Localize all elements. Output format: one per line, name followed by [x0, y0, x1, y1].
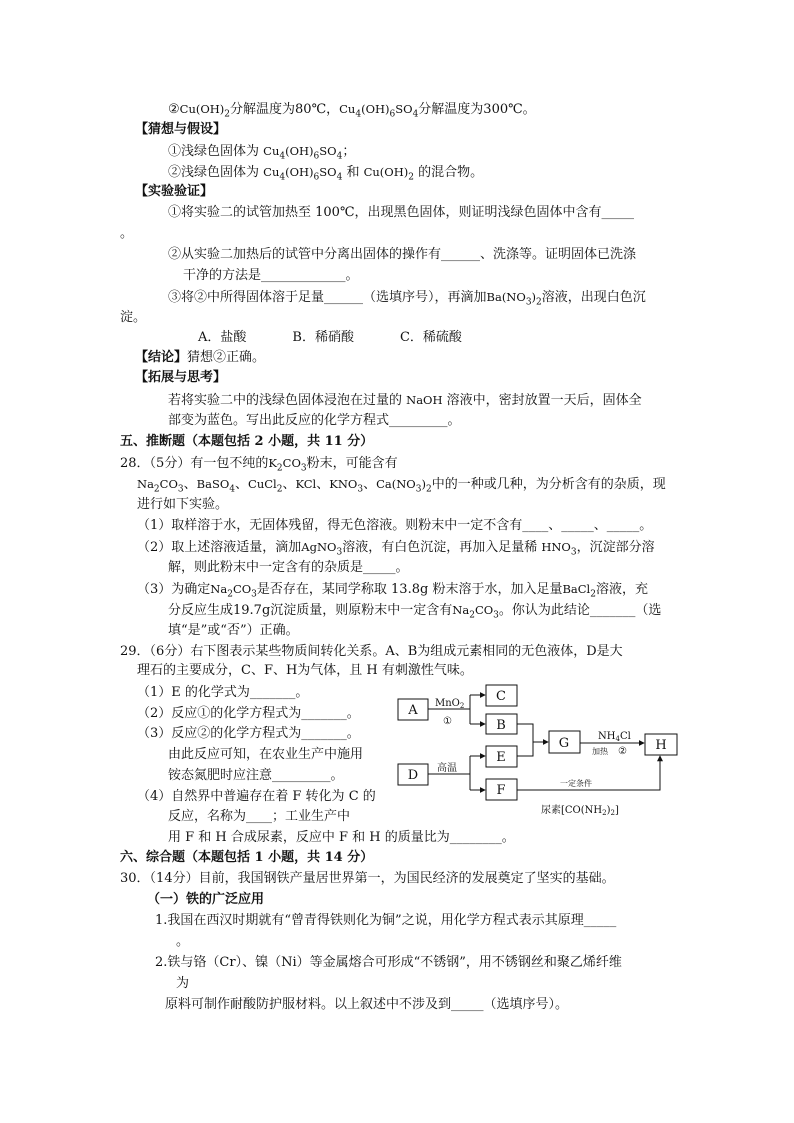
- text-run: 和: [342, 165, 364, 180]
- text-run: 由此反应可知，在农业生产中施用: [168, 747, 364, 762]
- formula-run: AgNO: [301, 540, 337, 554]
- subscript: 3: [300, 463, 307, 474]
- text-run: 分解温度为80℃，: [230, 102, 340, 117]
- condition-reaction-2: ②: [618, 746, 627, 757]
- question-29: [120, 643, 623, 661]
- text-run: 分解温度为300℃。: [418, 102, 536, 117]
- formula-run: Na: [210, 582, 228, 596]
- subscript: 2: [469, 610, 475, 621]
- text-run: 溶液，出现白色沉: [541, 290, 646, 305]
- question-29-cont: [137, 662, 473, 680]
- formula-run: CO: [282, 456, 301, 470]
- text-run: 溶液，充: [595, 582, 648, 597]
- subscript: 6: [313, 151, 320, 162]
- formula-run: Cu: [263, 165, 280, 179]
- question-30-subsection-1: [147, 891, 264, 909]
- question-28-part-3-cont: [168, 601, 661, 620]
- text-run: 原料可制作耐酸防护服材料。以上叙述中不涉及到_____（选填序号）。: [165, 997, 569, 1012]
- subscript: 4: [336, 151, 343, 162]
- formula-run: BaSO: [196, 477, 230, 491]
- subscript: 3: [415, 484, 422, 495]
- formula-run: Cu(OH): [179, 102, 225, 116]
- question-28-intro-end: [137, 496, 228, 514]
- formula-run: (OH): [361, 102, 390, 116]
- box-c-label: C: [496, 689, 506, 704]
- formula-run: CO: [159, 477, 178, 491]
- formula-run: SO: [319, 144, 337, 158]
- text-run: （3）反应②的化学方程式为_______。: [137, 726, 360, 741]
- subscript: 3: [336, 547, 343, 558]
- text-run: ③将②中所得固体溶于足量______（选填序号），再滴加: [168, 290, 487, 305]
- conclusion: [135, 349, 265, 367]
- text-run: ②浅绿色固体为: [168, 165, 264, 180]
- text-run: A．盐酸: [198, 330, 247, 345]
- condition-nh4cl: $NH_4Cl$: [598, 731, 631, 743]
- subscript: 2: [536, 297, 542, 308]
- question-28-part-3: [137, 580, 648, 599]
- heading-verification: [135, 183, 213, 201]
- text-run: 进行如下实验。: [137, 497, 229, 512]
- box-e-label: E: [496, 750, 506, 765]
- formula-run: CO: [474, 603, 494, 617]
- text-run: 28．（5分）有一包不纯的: [120, 456, 269, 471]
- subscript: 2: [276, 484, 283, 495]
- subscript: 2: [276, 463, 283, 474]
- text-run: （1）取样溶于水，无固体残留，得无色溶液。则粉末中一定不含有____、_____、_____。: [137, 518, 653, 533]
- arrow-e-to-g: [517, 742, 533, 756]
- text-run: （3）为确定: [137, 582, 211, 597]
- verification-step-1-end: [120, 225, 133, 243]
- formula-run: ): [531, 290, 537, 304]
- question-30-item-2-cont: [176, 975, 189, 993]
- question-30-item-1-end: [176, 933, 189, 951]
- text-run: ①浅绿色固体为: [168, 144, 264, 159]
- extension-text: [168, 391, 642, 410]
- subscript: 3: [177, 484, 184, 495]
- text-run: 溶液，有白色沉淀，再加入足量稀: [342, 540, 542, 555]
- question-29-part-3: [137, 725, 360, 743]
- formula-run: (OH): [285, 144, 314, 158]
- text-run: ，沉淀部分溶: [576, 540, 655, 555]
- text-run: 填“是”或“否”）正确。: [168, 623, 299, 638]
- question-29-part-4-end: [168, 829, 515, 847]
- verification-step-3-cont: [120, 309, 146, 327]
- condition-mno2: MnO$_2$: [435, 698, 465, 710]
- formula-run: NaOH: [406, 393, 443, 407]
- text-run: 是否存在，某同学称取 13.8g 粉末溶于水，加入足量: [256, 582, 563, 597]
- verification-step-2-cont: [183, 267, 359, 285]
- text-run: 分反应生成19.7g沉淀质量，则原粉末中一定含有: [168, 603, 453, 618]
- extension-text-cont: [168, 412, 461, 430]
- formula-run: HNO: [541, 540, 571, 554]
- question-29-part-4-cont: [168, 808, 350, 826]
- subscript: 3: [570, 547, 577, 558]
- formula-run: (OH): [285, 165, 314, 179]
- condition-high-temp: 高温: [437, 763, 457, 774]
- subscript: 2: [224, 109, 231, 120]
- question-30-item-1: [155, 912, 616, 930]
- text-run: 粉末，可能含有: [306, 456, 398, 471]
- formula-run: CO: [232, 582, 252, 596]
- question-28-part-2-cont: [168, 559, 409, 577]
- text-run: 淀。: [120, 310, 147, 325]
- text-run: （1）E 的化学式为_______。: [137, 685, 309, 700]
- question-28-part-2: [137, 538, 655, 557]
- formula-run: CuCl: [248, 477, 277, 491]
- text-run: 为: [176, 976, 190, 991]
- text-run: 1.我国在西汉时期就有“曾青得铁则化为铜”之说，用化学方程式表示其原理_____: [155, 913, 617, 928]
- text-run: 。你认为此结论_______（选: [498, 603, 662, 618]
- text-run: B．稀硝酸: [292, 330, 354, 345]
- formula-run: BaCl: [562, 582, 591, 596]
- text-run: 解，则此粉末中一定含有的杂质是_____。: [168, 560, 409, 575]
- box-h-label: H: [655, 738, 667, 753]
- formula-run: Na: [137, 477, 154, 491]
- formula-run: KNO: [329, 477, 358, 491]
- box-b-label: B: [496, 718, 506, 733]
- question-29-part-2: [137, 705, 360, 723]
- subscript: 3: [525, 297, 532, 308]
- question-28: [120, 454, 398, 473]
- section-5-title: [120, 433, 373, 451]
- section-6-title: [120, 849, 373, 867]
- text-run: 【猜想与假设】: [135, 122, 227, 137]
- text-run: 六、综合题（本题包括 1 小题，共 14 分）: [120, 850, 374, 865]
- subscript: 4: [279, 172, 286, 183]
- condition-heat: 加热: [592, 747, 608, 756]
- question-29-part-3-cont: [168, 746, 363, 764]
- text-run: 、: [183, 477, 197, 492]
- box-d-label: D: [407, 768, 419, 783]
- question-29-part-3-end: [168, 767, 344, 785]
- text-run: （2）反应①的化学方程式为_______。: [137, 706, 360, 721]
- subscript: 2: [153, 484, 160, 495]
- subscript: 3: [251, 589, 257, 600]
- text-run: ①将实验二的试管加热至 100℃，出现黑色固体，则证明浅绿色固体中含有_____: [168, 205, 634, 220]
- text-run: 【拓展与思考】: [135, 370, 227, 385]
- info-decomposition-temps: [168, 100, 536, 119]
- text-run: 用 F 和 H 合成尿素，反应中 F 和 H 的质量比为________。: [168, 830, 515, 845]
- formula-run: SO: [319, 165, 337, 179]
- question-30-item-2: [155, 954, 622, 972]
- subscript: 2: [408, 172, 414, 183]
- box-g-label: G: [558, 736, 570, 751]
- subscript: 6: [389, 109, 396, 120]
- subscript: 6: [313, 172, 320, 183]
- text-run: 【实验验证】: [135, 184, 214, 199]
- subscript: 4: [412, 109, 419, 120]
- text-run: 理石的主要成分，C、F、H为气体，且 H 有刺激性气味。: [137, 663, 473, 678]
- arrow-b-to-g: [517, 724, 548, 742]
- formula-run: Ba(NO: [486, 290, 526, 304]
- heading-extension: [135, 369, 226, 387]
- verification-step-2: [168, 246, 636, 264]
- text-run: 猜想②正确。: [187, 350, 266, 365]
- formula-run: Na: [452, 603, 470, 617]
- formula-run: ): [421, 477, 426, 491]
- text-run: 、: [282, 477, 296, 492]
- formula-run: SO: [395, 102, 413, 116]
- condition-reaction-1: ①: [443, 716, 452, 727]
- text-run: ②: [168, 102, 180, 117]
- text-run: 铵态氮肥时应注意_________。: [168, 768, 344, 783]
- formula-run: KCl: [295, 477, 317, 491]
- subscript: 4: [355, 109, 362, 120]
- subscript: 2: [227, 589, 233, 600]
- text-run: （一）铁的广泛应用: [147, 892, 265, 907]
- subscript: 4: [336, 172, 343, 183]
- text-run: 30．（14分）目前，我国钢铁产量居世界第一，为国民经济的发展奠定了坚实的基础。: [120, 871, 615, 886]
- subscript: 2: [425, 484, 432, 495]
- question-28-impurities: [137, 475, 666, 494]
- text-run: ；: [342, 144, 356, 159]
- subscript: 4: [279, 151, 286, 162]
- text-run: ②从实验二加热后的试管中分离出固体的操作有______、洗涤等。证明固体已洗涤: [168, 247, 637, 262]
- formula-run: Cu: [263, 144, 280, 158]
- subscript: 3: [357, 484, 364, 495]
- verification-step-3: [168, 288, 646, 307]
- question-28-part-3-end: [168, 622, 299, 640]
- subscript: 4: [229, 484, 235, 495]
- subscript: 2: [590, 589, 596, 600]
- question-29-part-1: [137, 684, 308, 702]
- conversion-diagram: [395, 680, 685, 820]
- condition-certain: 一定条件: [560, 779, 592, 788]
- box-f-label: F: [496, 783, 506, 798]
- text-run: 、: [363, 477, 377, 492]
- text-run: 溶液中，密封放置一天后，固体全: [442, 393, 642, 408]
- text-run: 2.铁与铬（Cr）、镍（Ni）等金属熔合可形成“不锈钢”，用不锈钢丝和聚乙烯纤维: [155, 955, 622, 970]
- formula-run: Ca(NO: [376, 477, 416, 491]
- question-29-part-4: [137, 788, 376, 806]
- box-a-label: A: [408, 703, 418, 718]
- heading-hypothesis: [135, 121, 226, 139]
- question-30: [120, 870, 615, 888]
- hypothesis-2: [168, 163, 483, 182]
- text-run: 中的一种或几种，为分析含有的杂质，现: [431, 477, 666, 492]
- text-run: （2）取上述溶液适量，滴加: [137, 540, 302, 555]
- text-run: C．稀硫酸: [399, 330, 462, 345]
- bold-run: 【结论】: [135, 350, 188, 365]
- text-run: 的混合物。: [413, 165, 484, 180]
- subscript: 3: [493, 610, 499, 621]
- text-run: （4）自然界中普遍存在着 F 转化为 C 的: [137, 789, 376, 804]
- question-30-item-2-end: [165, 996, 568, 1014]
- formula-run: Cu: [339, 102, 356, 116]
- text-run: 。: [176, 934, 190, 949]
- text-run: 反应，名称为____；工业生产中: [168, 809, 351, 824]
- hypothesis-1: [168, 142, 355, 161]
- text-run: 29．（6分）右下图表示某些物质间转化关系。A、B为组成元素相同的无色液体，D是大: [120, 644, 623, 659]
- text-run: 干净的方法是_____________。: [183, 268, 359, 283]
- answer-choices: [198, 329, 462, 347]
- formula-run: K: [268, 456, 277, 470]
- text-run: 。: [120, 226, 134, 241]
- urea-label: 尿素$[CO(NH_2)_2]$: [541, 805, 619, 817]
- text-run: 部变为蓝色。写出此反应的化学方程式_________。: [168, 413, 461, 428]
- verification-step-1: [168, 204, 634, 222]
- text-run: 、: [235, 477, 249, 492]
- arrow-a-to-c: [470, 695, 485, 724]
- formula-run: Cu(OH): [363, 165, 409, 179]
- text-run: 五、推断题（本题包括 2 小题，共 11 分）: [120, 434, 374, 449]
- text-run: 若将实验二中的浅绿色固体浸泡在过量的: [168, 393, 407, 408]
- text-run: 、: [316, 477, 330, 492]
- question-28-part-1: [137, 517, 652, 535]
